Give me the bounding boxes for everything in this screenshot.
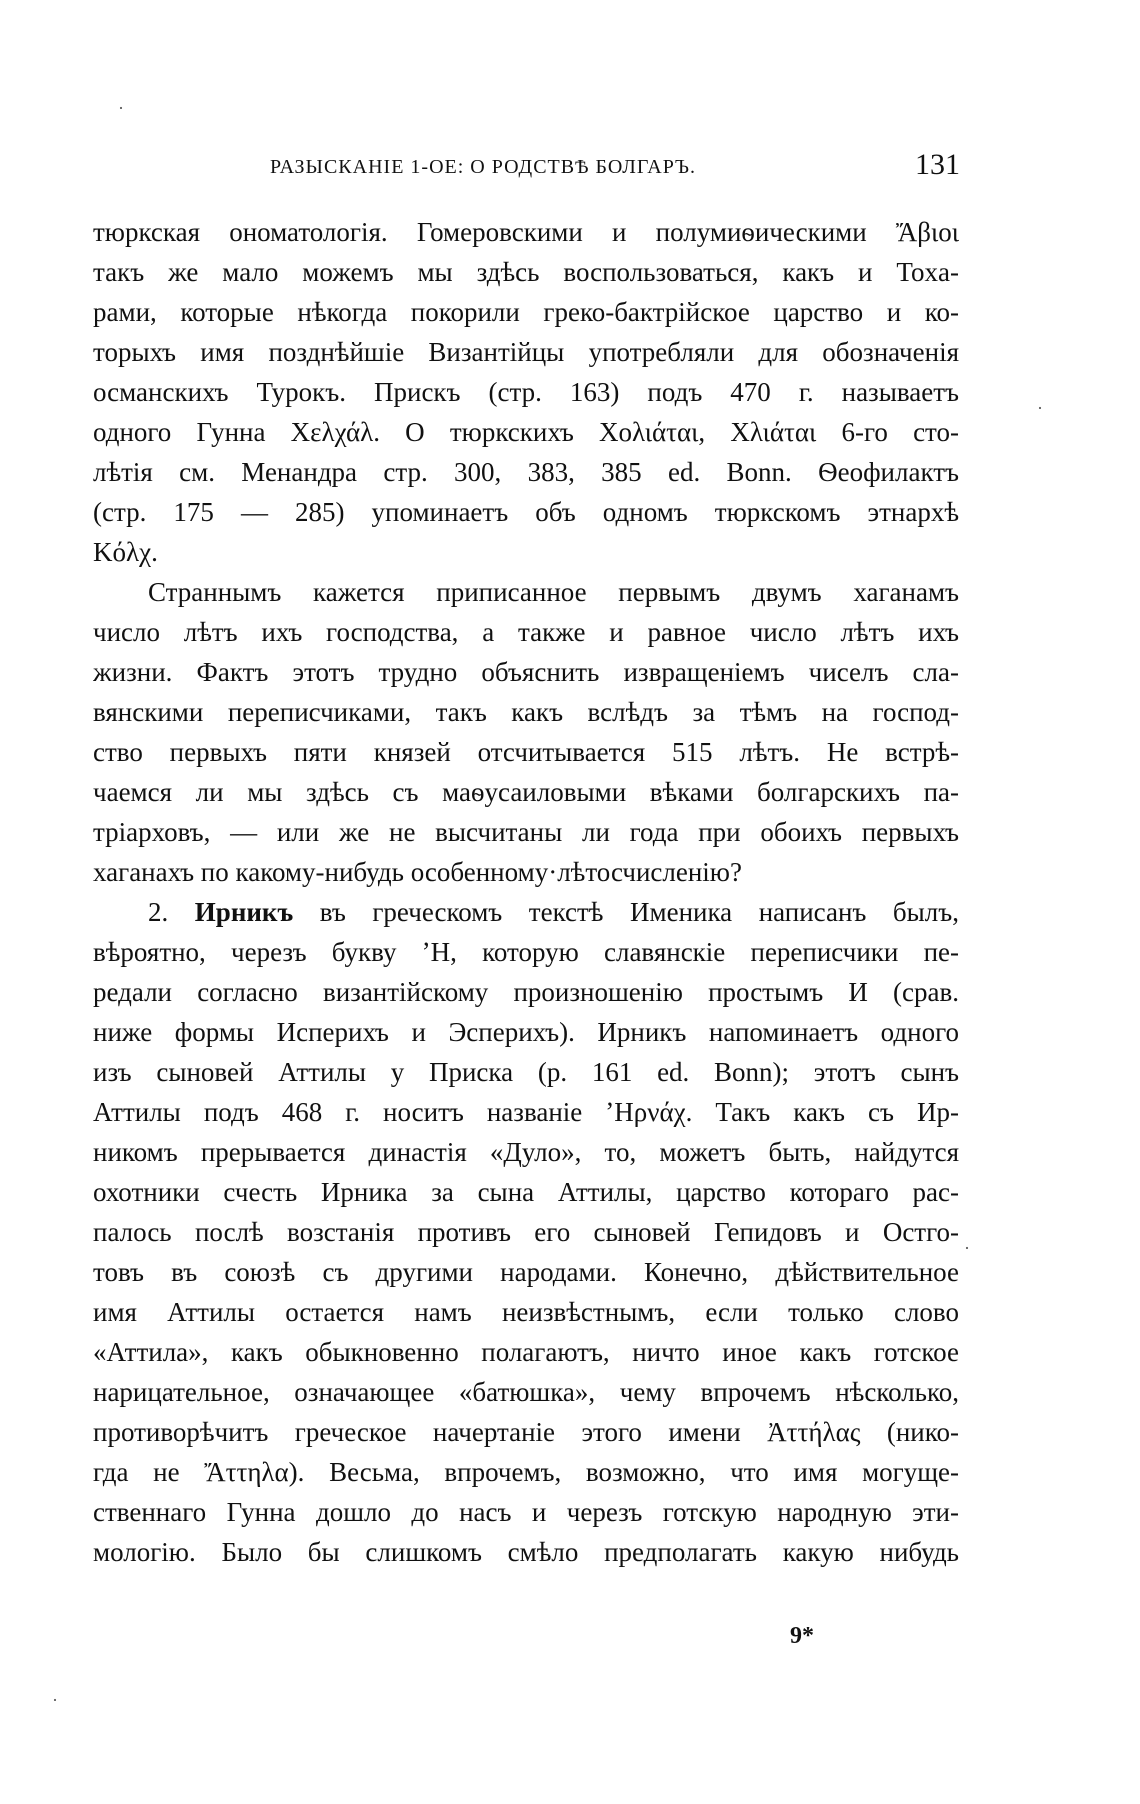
text-line: такъ же мало можемъ мы здѣсь воспользоваться, какъ и Toxa- [93, 257, 959, 287]
text-line: «Аттила», какъ обыкновенно полагаютъ, ничто иное какъ готское [93, 1337, 959, 1367]
text-line: гда не Ἄττηλα). Весьма, впрочемъ, возможно, что имя могуще- [93, 1457, 959, 1487]
running-title: РАЗЫСКАНІЕ 1-ОЕ: О РОДСТВѢ БОЛГАРЪ. [270, 156, 696, 178]
text-line: редали согласно византійскому произношенію простымъ И (срав. [93, 977, 959, 1007]
text-line: противорѣчитъ греческое начертаніе этого имени Ἀττήλας (нико- [93, 1417, 959, 1447]
print-speck: · [1037, 398, 1043, 418]
print-speck: · [118, 98, 124, 118]
text-line: никомъ прерывается династія «Дуло», то, можетъ быть, найдутся [93, 1137, 959, 1167]
text-line: лѣтія см. Менандра стр. 300, 383, 385 ed. Bonn. Ѳеофилактъ [93, 457, 959, 487]
text-line: мологію. Было бы слишкомъ смѣло предполагать какую нибудь [93, 1537, 959, 1567]
page-header [270, 148, 960, 188]
text-line: жизни. Фактъ этотъ трудно объяснить извращеніемъ чиселъ сла- [93, 657, 959, 687]
text-line: тюркская ономатологія. Гомеровскими и полумиѳическими Ἄβιοι [93, 217, 959, 247]
text-line: изъ сыновей Аттилы у Приска (p. 161 ed. Bonn); этотъ сынъ [93, 1057, 959, 1087]
text-line: Страннымъ кажется приписанное первымъ двумъ хаганамъ [148, 577, 959, 607]
text-line: охотники счесть Ирника за сына Аттилы, царство котораго рас- [93, 1177, 959, 1207]
printer-signature-mark: 9* [790, 1623, 814, 1649]
page-number: 131 [915, 148, 960, 181]
text-line: палось послѣ возстанія противъ его сыновей Гепидовъ и Остго- [93, 1217, 959, 1247]
text-line: нарицательное, означающее «батюшка», чему впрочемъ нѣсколько, [93, 1377, 959, 1407]
text-line: число лѣтъ ихъ господства, а также и равное число лѣтъ ихъ [93, 617, 959, 647]
text-line: торыхъ имя позднѣйшіе Византійцы употребляли для обозначенія [93, 337, 959, 367]
print-speck: · [964, 1238, 970, 1258]
text-line: товъ въ союзѣ съ другими народами. Конечно, дѣйствительное [93, 1257, 959, 1287]
print-speck: · [52, 1690, 58, 1710]
text-line: 2. Ирникъ въ греческомъ текстѣ Именика написанъ былъ, [148, 897, 959, 927]
text-line: ниже формы Исперихъ и Эсперихъ). Ирникъ напоминаетъ одного [93, 1017, 959, 1047]
text-line: ственнаго Гунна дошло до насъ и черезъ готскую народную эти- [93, 1497, 959, 1527]
text-line: османскихъ Турокъ. Прискъ (стр. 163) подъ 470 г. называетъ [93, 377, 959, 407]
text-line: вянскими переписчиками, такъ какъ вслѣдъ за тѣмъ на господ- [93, 697, 959, 727]
text-line: Κόλχ. [93, 537, 158, 567]
text-line: ство первыхъ пяти князей отсчитывается 515 лѣтъ. Не встрѣ- [93, 737, 959, 767]
text-line: одного Гунна Χελχάλ. О тюркскихъ Χολιάται, Χλιάται 6-го сто- [93, 417, 959, 447]
text-line: чаемся ли мы здѣсь съ маѳусаиловыми вѣками болгарскихъ па- [93, 777, 959, 807]
text-line: хаганахъ по какому-нибудь особенному·лѣтосчисленію? [93, 857, 742, 887]
text-line: рами, которые нѣкогда покорили греко-бактрійское царство и ко- [93, 297, 959, 327]
text-line: (стр. 175 — 285) упоминаетъ объ одномъ тюркскомъ этнархѣ [93, 497, 959, 527]
text-line: имя Аттилы остается намъ неизвѣстнымъ, если только слово [93, 1297, 959, 1327]
text-line: Аттилы подъ 468 г. носитъ названіе ʼΗρνάχ. Такъ какъ съ Ир- [93, 1097, 959, 1127]
body-text [93, 212, 959, 1572]
section-heading-word: Ирникъ [194, 897, 294, 927]
text-line: вѣроятно, черезъ букву ʼΗ, которую славянскіе переписчики пе- [93, 937, 959, 967]
text-line: тріарховъ, — или же не высчитаны ли года при обоихъ первыхъ [93, 817, 959, 847]
